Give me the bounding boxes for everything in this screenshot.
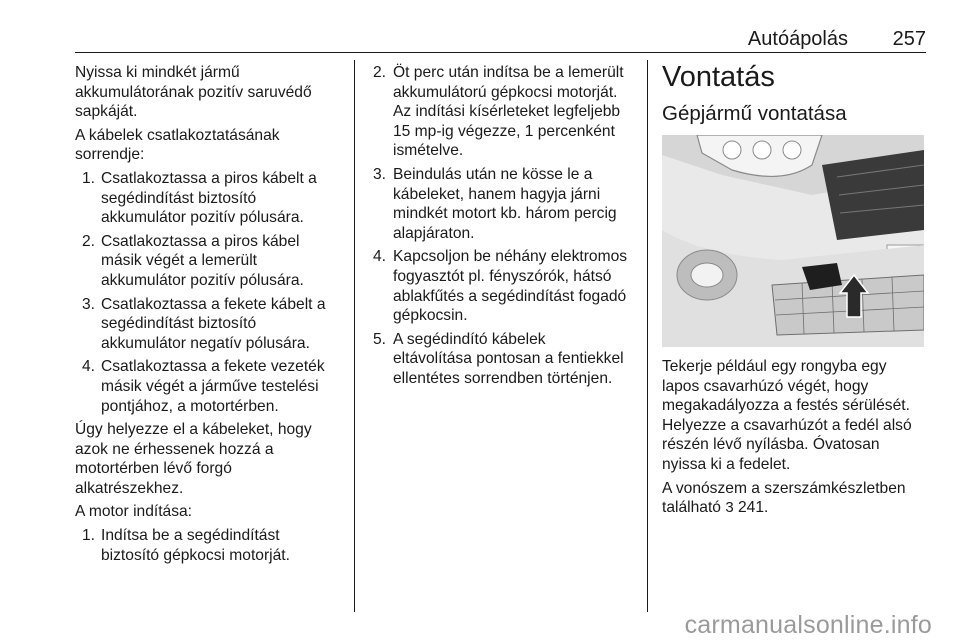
- list-item: 2. Öt perc után indítsa be a lemerült akkumulátorú gépkocsi motorját. Az indítási kísérleteket legfeljebb 15 mp-ig végezze, 1 percenként ismételve.: [373, 64, 624, 160]
- list-item: 3. Csatlakoztassa a fekete kábelt a segédindítást biztosító akkumulátor negatív pólusára.: [82, 295, 326, 352]
- list-item: 4. Csatlakoztassa a fekete vezeték másik végét a járműve testelési pontjához, a motortérben.: [82, 358, 325, 415]
- section-heading: Vontatás: [662, 61, 775, 93]
- placement-paragraph: Úgy helyezze el a kábeleket, hogy azok ne érhessenek hozzá a motortérben lévő forgó alkatrészekhez.: [75, 421, 312, 497]
- page-reference-icon[interactable]: 3: [725, 499, 734, 517]
- page-title: Autóápolás: [747, 28, 848, 50]
- list-item: 5. A segédindító kábelek eltávolítása pontosan a fentiekkel ellentétes sorrendben történjen.: [373, 330, 624, 387]
- list-item: 1. Indítsa be a segédindítást biztosító gépkocsi motorját.: [82, 527, 290, 564]
- order-heading: A kábelek csatlakoztatásának sorrendje:: [75, 126, 280, 164]
- column-left: [75, 63, 345, 569]
- tow-eye-location-paragraph: A vonószem a szerszámkészletben található 3 241.: [662, 479, 906, 517]
- page-header: [75, 28, 926, 53]
- watermark: carmanualsonline.info: [684, 611, 932, 639]
- towing-eye-cover-photo: [662, 135, 924, 347]
- column-divider: [354, 60, 355, 612]
- page-number: 257: [892, 28, 926, 50]
- list-item: 2. Csatlakoztassa a piros kábel másik végét a lemerült akkumulátor pozitív pólusára.: [82, 232, 304, 289]
- towing-paragraph: Tekerje például egy rongyba egy lapos csavarhúzó végét, hogy megakadályozza a festés sérülését. Helyezze a csavarhúzót a fedél alsó részén lévő nyílásba. Óvatosan nyissa ki a fedelet.: [662, 358, 912, 473]
- section-subheading: Gépjármű vontatása: [662, 102, 847, 125]
- list-item: 1. Csatlakoztassa a piros kábelt a segédindítást biztosító akkumulátor pozitív pólusára.: [82, 169, 317, 227]
- column-middle: [371, 63, 637, 393]
- column-right: [662, 63, 932, 522]
- start-heading: A motor indítása:: [75, 503, 193, 521]
- page-reference-link[interactable]: 241.: [738, 499, 769, 517]
- intro-paragraph: Nyissa ki mindkét jármű akkumulátorának pozitív saruvédő sapkáját.: [75, 64, 312, 121]
- list-item: 4. Kapcsoljon be néhány elektromos fogyasztót pl. fényszórók, hátsó ablakfűtés a segédindítást fogadó gépkocsin.: [373, 248, 628, 325]
- column-divider: [647, 60, 648, 612]
- list-item: 3. Beindulás után ne kösse le a kábeleket, hanem hagyja járni mindkét motort kb. három percig alapjáraton.: [373, 165, 617, 242]
